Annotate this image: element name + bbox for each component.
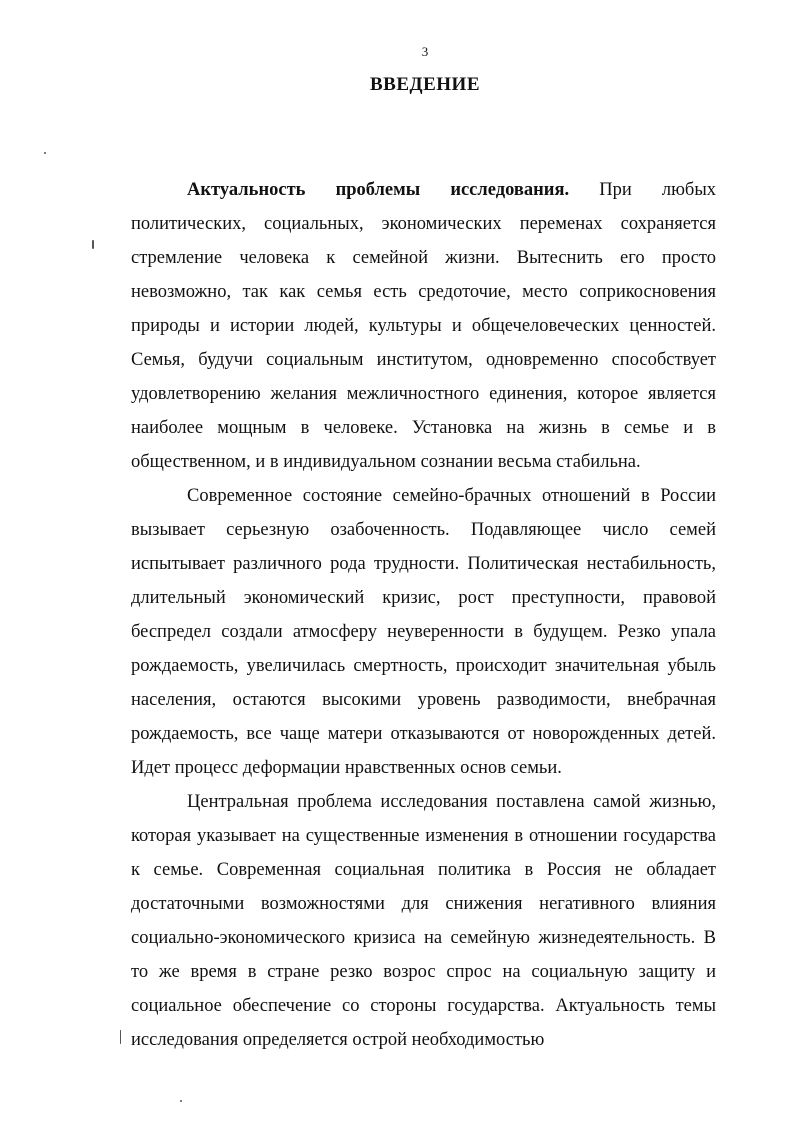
scan-speck [92,240,94,249]
paragraph-relevance [131,173,716,479]
page-heading: ВВЕДЕНИЕ [370,74,480,95]
paragraph-text: Центральная проблема исследования поставлена самой жизнью, которая указывает на существенные изменения в отношении государства к семье. Современная социальная политика в Россия не обладает достаточными возможностями для снижения негативного влияния социально-экономического кризиса на семейную жизнедеятельность. В то же время в стране резко возрос спрос на социальную защиту и социальное обеспечение со стороны государства. Актуальность темы исследования определяется острой необходимостью [131,792,716,1050]
page-number: 3 [421,44,429,59]
paragraph-central-problem [131,785,716,1057]
paragraph-text: Современное состояние семейно-брачных отношений в России вызывает серьезную озабоченность. Подавляющее число семей испытывает различного рода трудности. Политическая нестабильность, длительный экономический кризис, рост преступности, правовой беспредел создали атмосферу неуверенности в будущем. Резко упала рождаемость, увеличилась смертность, происходит значительная убыль населения, остаются высокими уровень разводимости, внебрачная рождаемость, все чаще матери отказываются от новорожденных детей. Идет процесс деформации нравственных основ семьи. [131,486,716,778]
paragraph-text: При любых политических, социальных, экономических переменах сохраняется стремление человека к семейной жизни. Вытеснить его просто невозможно, так как семья есть средоточие, место соприкосновения природы и истории людей, культуры и общечеловеческих ценностей. Семья, будучи социальным институтом, одновременно способствует удовлетворению желания межличностного единения, которое является наиболее мощным в человеке. Установка на жизнь в семье и в общественном, и в индивидуальном сознании весьма стабильна. [131,180,717,472]
body-text [131,173,716,1057]
paragraph-current-state [131,479,716,785]
scan-speck [180,1100,182,1102]
scan-speck [44,152,46,154]
paragraph-lead-in: Актуальность проблемы исследования. [187,180,570,200]
scan-speck [120,1030,121,1044]
